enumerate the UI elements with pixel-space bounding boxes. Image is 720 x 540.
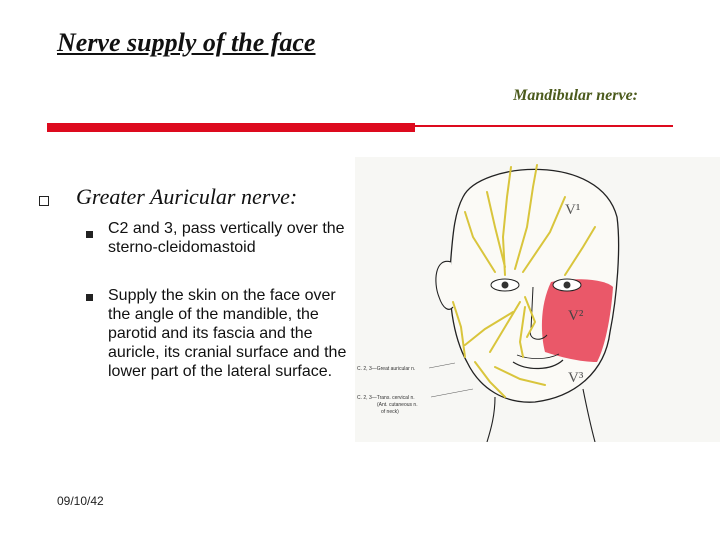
section-heading: Greater Auricular nerve:	[76, 184, 298, 209]
bullet-square-filled-icon	[86, 294, 93, 301]
bullet-text-2: Supply the skin on the face over the angle of the mandible, the parotid and its fascia and the auricle, its cranial surface and the lower part of the lateral surface.	[108, 287, 347, 380]
slide-title: Nerve supply of the face	[57, 28, 316, 57]
label-of-neck: of neck)	[381, 409, 399, 415]
slide-subtitle: Mandibular nerve:	[513, 87, 638, 104]
bullet-square-filled-icon	[86, 231, 93, 238]
label-great-auricular: C. 2, 3—Great auricular n.	[357, 366, 416, 372]
label-ant-cutaneous: (Ant. cutaneous n.	[377, 402, 418, 408]
title-divider-bar	[47, 123, 415, 132]
face-nerve-illustration	[355, 157, 720, 442]
bullet-square-icon	[39, 196, 49, 206]
slide-date: 09/10/42	[57, 494, 104, 508]
label-v3: V³	[568, 370, 584, 386]
label-trans-cervical: C. 2, 3—Trans. cervical n.	[357, 395, 415, 401]
title-divider-line	[415, 125, 673, 127]
bullet-text-1: C2 and 3, pass vertically over the sterno-cleidomastoid	[108, 220, 345, 256]
label-v1: V¹	[565, 202, 581, 218]
right-pupil	[564, 282, 571, 289]
label-v2: V²	[568, 308, 584, 324]
left-pupil	[502, 282, 509, 289]
